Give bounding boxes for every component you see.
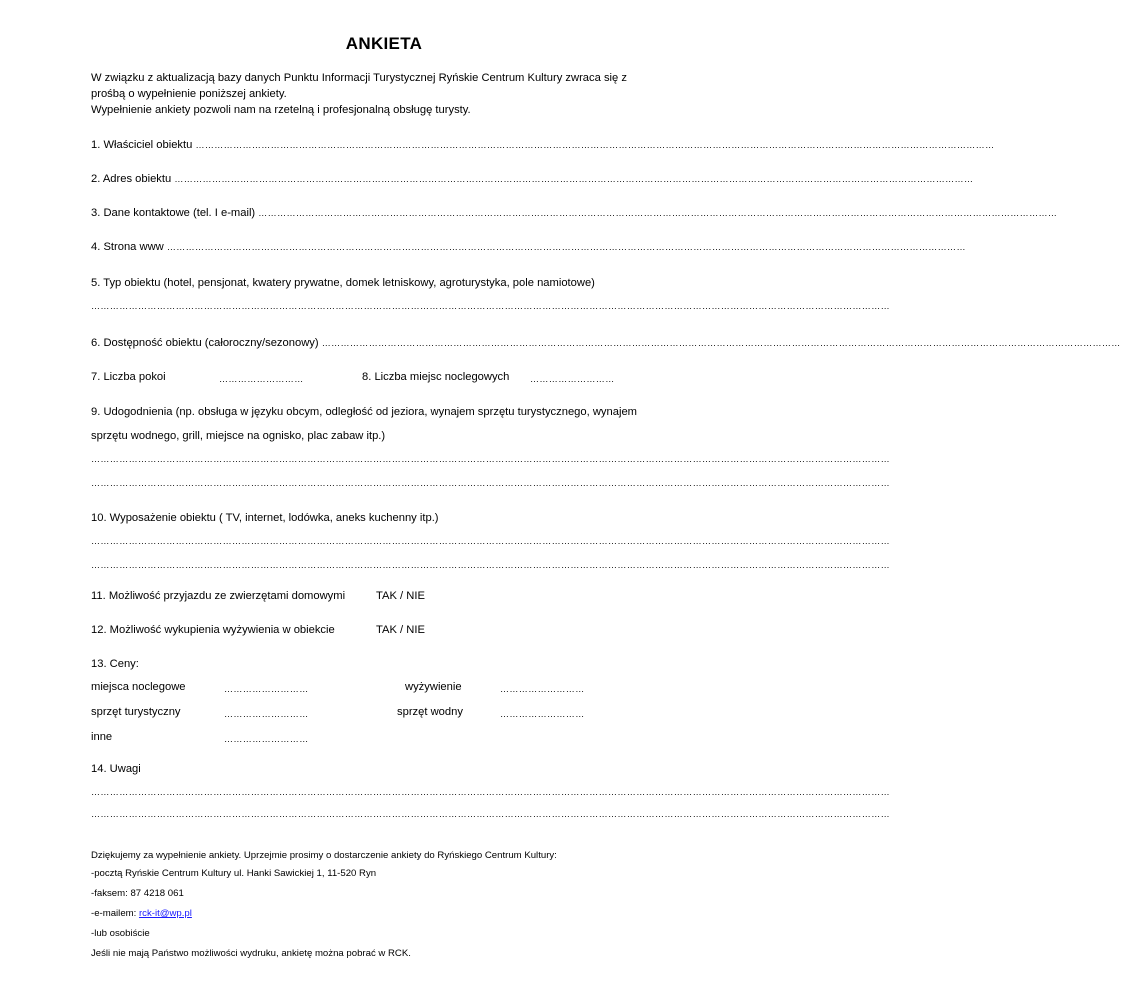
question-6-label: 6. Dostępność obiektu (całoroczny/sezonowy) <box>91 337 319 349</box>
question-5-label: 5. Typ obiektu (hotel, pensjonat, kwatery prywatne, domek letniskowy, agroturystyka, pole namiotowe) <box>91 277 595 289</box>
question-9-label-line-1: 9. Udogodnienia (np. obsługa w języku obcym, odległość od jeziora, wynajem sprzętu turystycznego, wynajem <box>91 406 637 418</box>
price-field-miejsca[interactable]: ……………………… <box>224 684 309 694</box>
question-5-answer-field[interactable]: ………………………………………………………………………………………………………………………………………………………………………………………………………………………………… <box>91 301 890 311</box>
question-10-label: 10. Wyposażenie obiektu ( TV, internet, lodówka, aneks kuchenny itp.) <box>91 512 439 524</box>
question-4-label: 4. Strona www <box>91 241 164 253</box>
question-4 <box>91 241 966 253</box>
footer-download: Jeśli nie mają Państwo możliwości wydruku, ankietę można pobrać w RCK. <box>91 948 411 959</box>
question-1-answer-field[interactable]: ………………………………………………………………………………………………………………………………………………………………………………………………………………………………… <box>195 140 995 150</box>
question-4-answer-field[interactable]: ………………………………………………………………………………………………………………………………………………………………………………………………………………………………… <box>166 242 966 252</box>
question-13-label: 13. Ceny: <box>91 658 139 670</box>
question-11-label: 11. Możliwość przyjazdu ze zwierzętami domowymi <box>91 590 346 602</box>
email-link[interactable]: rck-it@wp.pl <box>138 908 192 919</box>
question-2-answer-field[interactable]: ………………………………………………………………………………………………………………………………………………………………………………………………………………………………… <box>174 174 974 184</box>
footer-email <box>91 908 192 919</box>
question-10-answer-field-1[interactable]: ………………………………………………………………………………………………………………………………………………………………………………………………………………………………… <box>91 536 890 546</box>
price-field-wyzywienie[interactable]: ……………………… <box>500 684 585 694</box>
question-12-label: 12. Możliwość wykupienia wyżywienia w obiekcie <box>91 624 335 636</box>
question-11-answer[interactable]: TAK / NIE <box>376 590 425 602</box>
footer-personal: -lub osobiście <box>91 928 150 939</box>
question-14-label: 14. Uwagi <box>91 763 141 775</box>
question-6 <box>91 337 1121 349</box>
page-title: ANKIETA <box>345 34 423 53</box>
question-2-label: 2. Adres obiektu <box>91 173 172 185</box>
price-label-miejsca: miejsca noclegowe <box>91 681 186 693</box>
footer-fax: -faksem: 87 4218 061 <box>91 888 184 899</box>
question-9-label-line-2: sprzętu wodnego, grill, miejsce na ognisko, plac zabaw itp.) <box>91 430 386 442</box>
price-field-sprzet-turystyczny[interactable]: ……………………… <box>224 709 309 719</box>
question-1 <box>91 139 995 151</box>
intro-line-1: W związku z aktualizacją bazy danych Punktu Informacji Turystycznej Ryńskie Centrum Kultury zwraca się z <box>91 72 627 84</box>
question-12-answer[interactable]: TAK / NIE <box>376 624 425 636</box>
question-9-answer-field-1[interactable]: ………………………………………………………………………………………………………………………………………………………………………………………………………………………………… <box>91 454 890 464</box>
footer-thanks: Dziękujemy za wypełnienie ankiety. Uprzejmie prosimy o dostarczenie ankiety do Ryńskiego Centrum Kultury: <box>91 850 557 861</box>
question-7-answer-field[interactable]: ……………………… <box>219 374 304 384</box>
price-label-sprzet-wodny: sprzęt wodny <box>397 706 463 718</box>
question-3 <box>91 207 1058 219</box>
question-2 <box>91 173 974 185</box>
question-6-answer-field[interactable]: ………………………………………………………………………………………………………………………………………………………………………………………………………………………………… <box>321 338 1121 348</box>
footer-email-prefix: -e-mailem: <box>91 908 139 919</box>
question-8-label: 8. Liczba miejsc noclegowych <box>362 371 510 383</box>
question-10-answer-field-2[interactable]: ………………………………………………………………………………………………………………………………………………………………………………………………………………………………… <box>91 560 890 570</box>
question-3-answer-field[interactable]: ………………………………………………………………………………………………………………………………………………………………………………………………………………………………… <box>258 208 1058 218</box>
question-14-answer-field-2[interactable]: ………………………………………………………………………………………………………………………………………………………………………………………………………………………………… <box>91 809 890 819</box>
intro-line-2: prośbą o wypełnienie poniższej ankiety. <box>91 88 287 100</box>
question-8-answer-field[interactable]: ……………………… <box>530 374 615 384</box>
question-3-label: 3. Dane kontaktowe (tel. I e-mail) <box>91 207 256 219</box>
question-7-label: 7. Liczba pokoi <box>91 371 166 383</box>
price-label-wyzywienie: wyżywienie <box>405 681 462 693</box>
price-field-sprzet-wodny[interactable]: ……………………… <box>500 709 585 719</box>
price-field-inne[interactable]: ……………………… <box>224 734 309 744</box>
question-9-answer-field-2[interactable]: ………………………………………………………………………………………………………………………………………………………………………………………………………………………………… <box>91 478 890 488</box>
question-14-answer-field-1[interactable]: ………………………………………………………………………………………………………………………………………………………………………………………………………………………………… <box>91 787 890 797</box>
intro-line-3: Wypełnienie ankiety pozwoli nam na rzetelną i profesjonalną obsługę turysty. <box>91 104 471 116</box>
price-label-sprzet-turystyczny: sprzęt turystyczny <box>91 706 181 718</box>
footer-post: -pocztą Ryńskie Centrum Kultury ul. Hanki Sawickiej 1, 11-520 Ryn <box>91 868 377 879</box>
price-label-inne: inne <box>91 731 113 743</box>
question-1-label: 1. Właściciel obiektu <box>91 139 193 151</box>
